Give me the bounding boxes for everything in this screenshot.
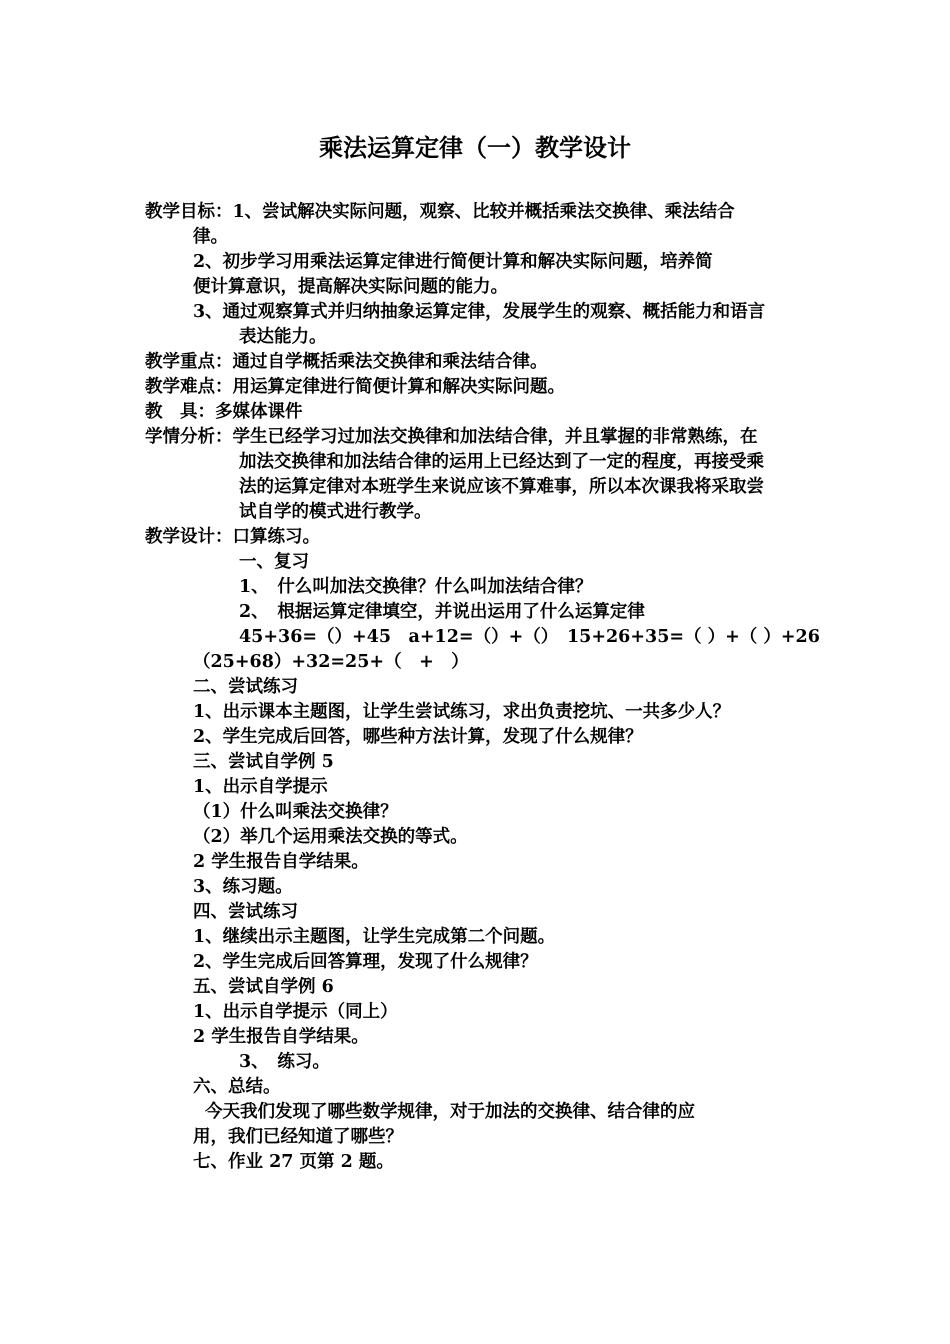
goal-line-4: 便计算意识，提高解决实际问题的能力。 <box>193 277 508 297</box>
section-4-heading: 四、尝试练习 <box>193 902 298 922</box>
design-line: 教学设计：口算练习。 <box>145 527 320 547</box>
section-3-heading: 三、尝试自学例 5 <box>193 752 334 772</box>
section-5-item-1: 1、出示自学提示（同上） <box>193 1002 398 1022</box>
document-title: 乘法运算定律（一）教学设计 <box>319 133 631 162</box>
section-3-sub-1: （1）什么叫乘法交换律？ <box>193 802 398 822</box>
section-5-item-3: 3、 练习。 <box>239 1052 330 1072</box>
analysis-line-3: 法的运算定律对本班学生来说应该不算难事，所以本次课我将采取尝 <box>239 477 764 497</box>
summary-line-2: 用，我们已经知道了哪些？ <box>193 1127 403 1147</box>
analysis-line-1: 学情分析：学生已经学习过加法交换律和加法结合律，并且掌握的非常熟练，在 <box>145 427 758 447</box>
goal-line-6: 表达能力。 <box>239 327 327 347</box>
section-2-item-1: 1、出示课本主题图，让学生尝试练习，求出负责挖坑、一共多少人？ <box>193 702 731 722</box>
section-6-heading: 六、总结。 <box>193 1077 281 1097</box>
analysis-line-2: 加法交换律和加法结合律的运用上已经达到了一定的程度，再接受乘 <box>239 452 764 472</box>
equation-line-2: （25+68）+32=25+（ + ） <box>193 652 469 672</box>
section-4-item-1: 1、继续出示主题图，让学生完成第二个问题。 <box>193 927 556 947</box>
goal-line-2: 律。 <box>193 227 228 247</box>
homework-line: 七、作业 27 页第 2 题。 <box>193 1152 394 1172</box>
review-item-1: 1、 什么叫加法交换律？什么叫加法结合律？ <box>239 577 593 597</box>
section-5-item-2: 2 学生报告自学结果。 <box>193 1027 369 1047</box>
review-item-2: 2、 根据运算定律填空，并说出运用了什么运算定律 <box>239 602 645 622</box>
section-2-item-2: 2、学生完成后回答，哪些种方法计算，发现了什么规律？ <box>193 727 643 747</box>
difficulty-line: 教学难点：用运算定律进行简便计算和解决实际问题。 <box>145 377 565 397</box>
goal-line-1: 教学目标：1、尝试解决实际问题，观察、比较并概括乘法交换律、乘法结合 <box>145 202 735 222</box>
goal-line-3: 2、初步学习用乘法运算定律进行简便计算和解决实际问题，培养简 <box>193 252 713 272</box>
summary-line-1: 今天我们发现了哪些数学规律，对于加法的交换律、结合律的应 <box>205 1102 695 1122</box>
key-point-line: 教学重点：通过自学概括乘法交换律和乘法结合律。 <box>145 352 548 372</box>
tools-line: 教 具：多媒体课件 <box>145 402 303 422</box>
equation-line-1: 45+36=（）+45 a+12=（）+（） 15+26+35=（ ）+（ ）+26 <box>239 627 820 647</box>
section-3-item-3: 3、练习题。 <box>193 877 293 897</box>
section-3-sub-2: （2）举几个运用乘法交换的等式。 <box>193 827 468 847</box>
analysis-line-4: 试自学的模式进行教学。 <box>239 502 432 522</box>
section-3-item-1: 1、出示自学提示 <box>193 777 328 797</box>
section-1-heading: 一、复习 <box>239 552 309 572</box>
section-5-heading: 五、尝试自学例 6 <box>193 977 334 997</box>
goal-line-5: 3、通过观察算式并归纳抽象运算定律，发展学生的观察、概括能力和语言 <box>193 302 766 322</box>
section-4-item-2: 2、学生完成后回答算理，发现了什么规律？ <box>193 952 538 972</box>
section-3-item-2: 2 学生报告自学结果。 <box>193 852 369 872</box>
section-2-heading: 二、尝试练习 <box>193 677 298 697</box>
